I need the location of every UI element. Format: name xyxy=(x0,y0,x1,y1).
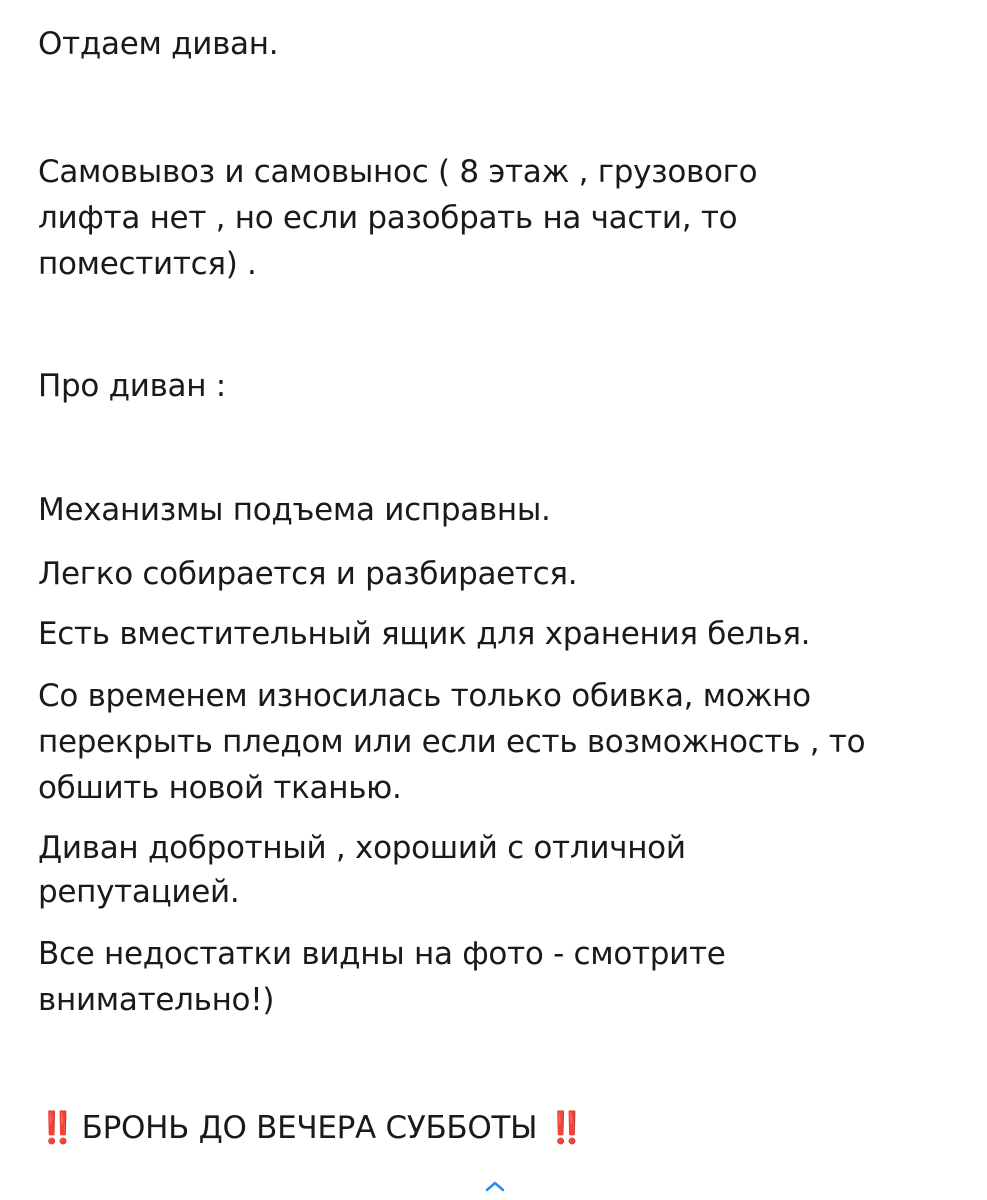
feature-item: Легко собирается и разбирается. xyxy=(38,556,578,592)
about-heading: Про диван : xyxy=(38,368,226,404)
pickup-line-2: лифта нет , но если разобрать на части, то xyxy=(38,200,738,236)
quality-line-2: репутацией. xyxy=(38,874,240,910)
reservation-text: БРОНЬ ДО ВЕЧЕРА СУББОТЫ xyxy=(81,1110,538,1146)
defects-line-2: внимательно!) xyxy=(38,982,275,1018)
chevron-up-icon xyxy=(484,1179,506,1193)
double-exclamation-icon: ‼️ xyxy=(38,1110,72,1146)
pickup-line-3: поместится) . xyxy=(38,246,257,282)
defects-line-1: Все недостатки видны на фото - смотрите xyxy=(38,936,726,972)
scroll-up-button[interactable] xyxy=(482,1176,508,1196)
upholstery-line-1: Со временем износилась только обивка, можно xyxy=(38,678,811,714)
reservation-notice xyxy=(38,1106,581,1150)
pickup-line-1: Самовывоз и самовынос ( 8 этаж , грузового xyxy=(38,154,758,190)
post-title: Отдаем диван. xyxy=(38,26,279,62)
double-exclamation-icon: ‼️ xyxy=(547,1110,581,1146)
upholstery-line-3: обшить новой тканью. xyxy=(38,770,402,806)
feature-item: Механизмы подъема исправны. xyxy=(38,492,551,528)
upholstery-line-2: перекрыть пледом или если есть возможность , то xyxy=(38,724,866,760)
feature-item: Есть вместительный ящик для хранения белья. xyxy=(38,616,811,652)
quality-line-1: Диван добротный , хороший с отличной xyxy=(38,830,686,866)
